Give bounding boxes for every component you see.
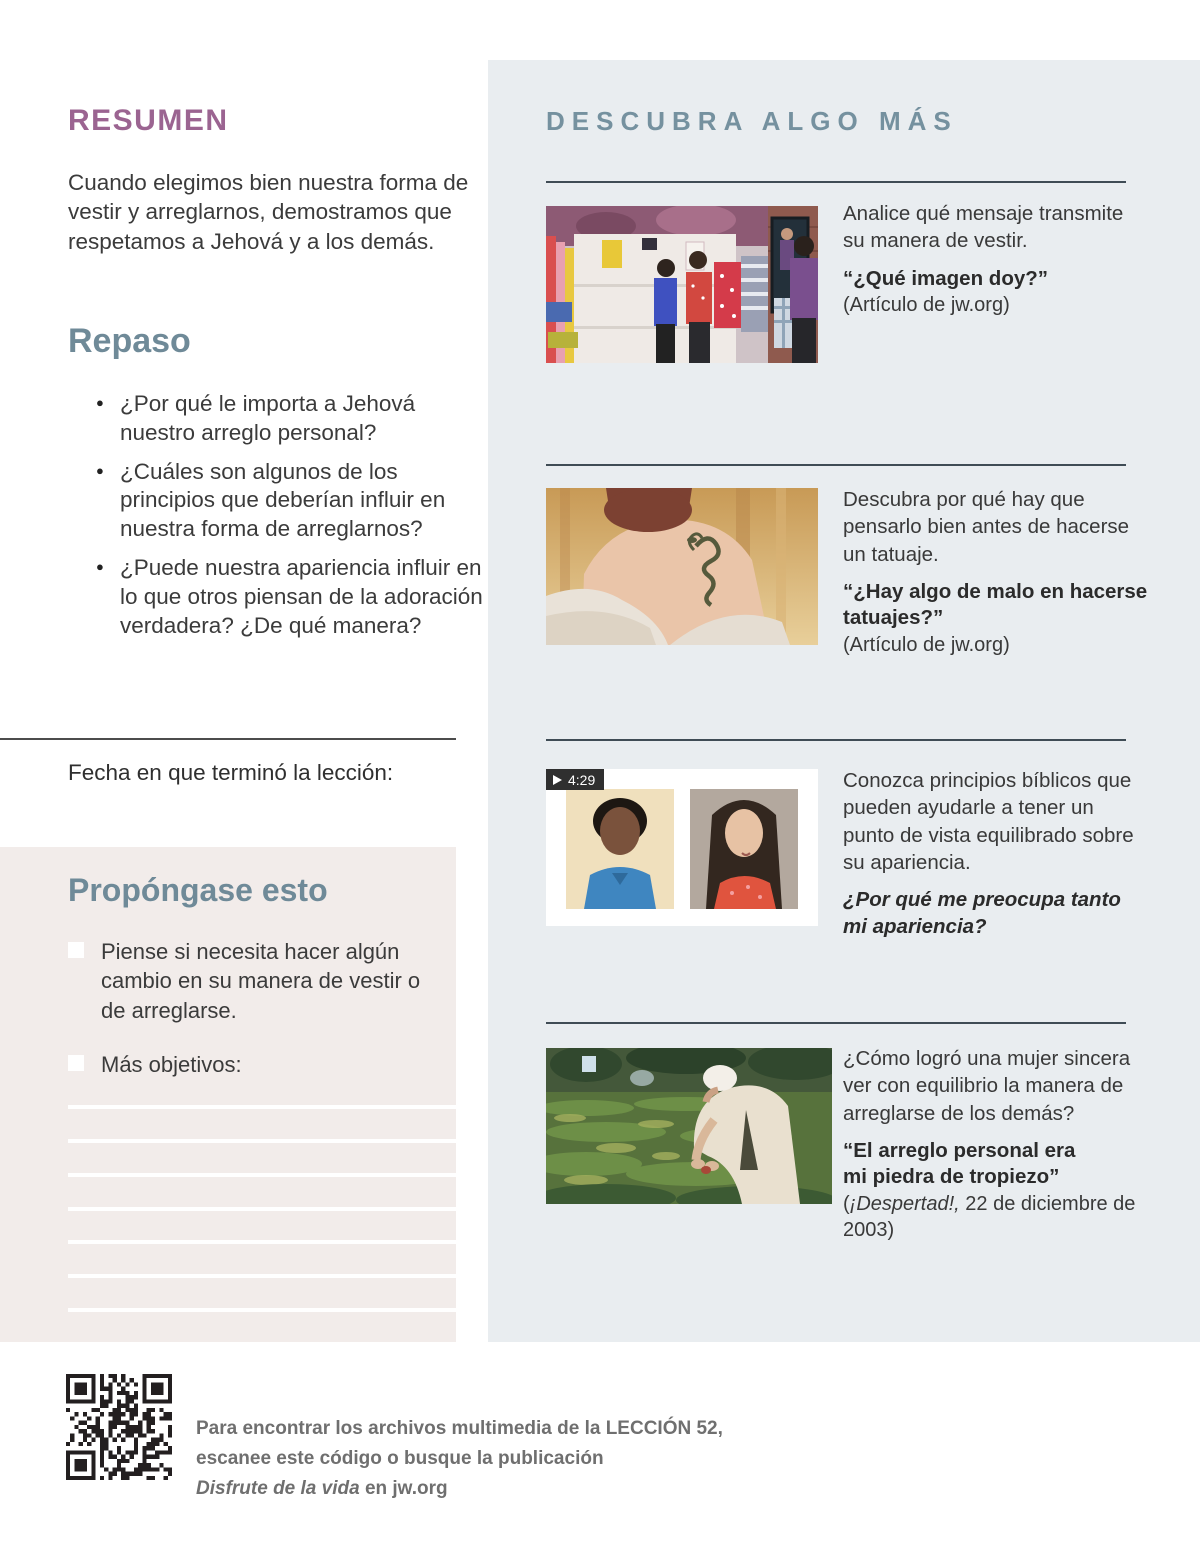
discover-item: [843, 200, 1149, 318]
item-source: (Artículo de jw.org): [843, 634, 1010, 657]
item-description: Descubra por qué hay que pensarlo bien antes de hacerse un tatuaje.: [843, 488, 1130, 566]
repaso-title: Repaso: [68, 322, 191, 360]
item-description: ¿Cómo logró una mujer sincera ver con equilibrio la manera de arreglarse de los demás?: [843, 1047, 1131, 1125]
writing-line[interactable]: [68, 1274, 456, 1278]
repaso-question: ● ¿Por qué le importa a Jehová nuestro arreglo personal?: [96, 390, 496, 448]
divider: [546, 464, 1126, 466]
resumen-title: RESUMEN: [68, 104, 229, 137]
item-title[interactable]: “¿Hay algo de malo en hacerse tatuajes?”: [843, 579, 1148, 630]
footer-line: Disfrute de la vida en jw.org: [196, 1478, 448, 1499]
writing-line[interactable]: [68, 1207, 456, 1211]
qr-code-graphic: [66, 1374, 172, 1480]
divider: [546, 739, 1126, 741]
field-photo[interactable]: [546, 1048, 832, 1204]
item-title[interactable]: “El arreglo personal era mi piedra de tropiezo”: [843, 1138, 1076, 1189]
divider: [546, 181, 1126, 183]
repaso-question: ● ¿Puede nuestra apariencia influir en lo que otros piensan de la adoración verdadera? ¿De qué manera?: [96, 554, 496, 640]
item-title[interactable]: ¿Por qué me preocupa tanto mi apariencia?: [843, 888, 1121, 938]
tattoo-photo[interactable]: [546, 488, 818, 645]
writing-line[interactable]: [68, 1308, 456, 1312]
play-icon: [553, 775, 562, 785]
discover-item: [843, 1045, 1149, 1243]
divider: [546, 1022, 1126, 1024]
goals-box: [0, 847, 456, 1342]
repaso-question: ● ¿Cuáles son algunos de los principios que deberían influir en nuestra forma de arreglarnos?: [96, 458, 496, 544]
goal-checkbox[interactable]: [68, 1055, 84, 1071]
item-description: Conozca principios bíblicos que pueden ayudarle a tener un punto de vista equilibrado sobre su apariencia.: [843, 769, 1134, 874]
clothing-store-illustration: [546, 206, 818, 363]
writing-line[interactable]: [68, 1105, 456, 1109]
goal-label: Más objetivos:: [101, 1052, 242, 1077]
footer-line: escanee este código o busque la publicación: [196, 1448, 604, 1469]
video-duration-badge[interactable]: [546, 769, 604, 790]
video-thumbnail[interactable]: [546, 769, 818, 926]
qr-code: [66, 1374, 172, 1480]
goal-item: [68, 1050, 441, 1079]
item-description: Analice qué mensaje transmite su manera de vestir.: [843, 202, 1124, 253]
goal-checkbox[interactable]: [68, 942, 84, 958]
divider: [0, 738, 456, 740]
goal-label: Piense si necesita hacer algún cambio en su manera de vestir o de arreglarse.: [101, 939, 421, 1023]
item-title[interactable]: “¿Qué imagen doy?”: [843, 266, 1049, 290]
magazine-title: ¡Despertad!,: [849, 1193, 960, 1216]
item-source: (Artículo de jw.org): [843, 294, 1010, 317]
footer-note: [196, 1414, 756, 1504]
footer-line: Para encontrar los archivos multimedia de la LECCIÓN 52,: [196, 1418, 723, 1439]
discover-item: [843, 767, 1149, 940]
goal-item: [68, 937, 441, 1025]
field-illustration: [546, 1048, 832, 1204]
clothing-store-photo[interactable]: [546, 206, 818, 363]
publication-title: Disfrute de la vida: [196, 1478, 360, 1499]
video-stills-illustration: [546, 769, 818, 926]
writing-line[interactable]: [68, 1240, 456, 1244]
video-duration: 4:29: [568, 771, 596, 788]
writing-line[interactable]: [68, 1173, 456, 1177]
resumen-body: Cuando elegimos bien nuestra forma de vestir y arreglarnos, demostramos que respetamos a Jehová y a los demás.: [68, 170, 469, 254]
repaso-question-list: [96, 390, 496, 650]
writing-line[interactable]: [68, 1139, 456, 1143]
discover-item: [843, 486, 1149, 658]
lesson-completed-date-label: Fecha en que terminó la lección:: [68, 760, 394, 785]
discover-more-title: DESCUBRA ALGO MÁS: [546, 106, 958, 136]
goals-title: Propóngase esto: [68, 872, 328, 908]
item-source: (¡Despertad!, 22 de diciembre de 2003): [843, 1193, 1136, 1242]
tattoo-illustration: [546, 488, 818, 645]
discover-more-panel: [488, 60, 1200, 1342]
